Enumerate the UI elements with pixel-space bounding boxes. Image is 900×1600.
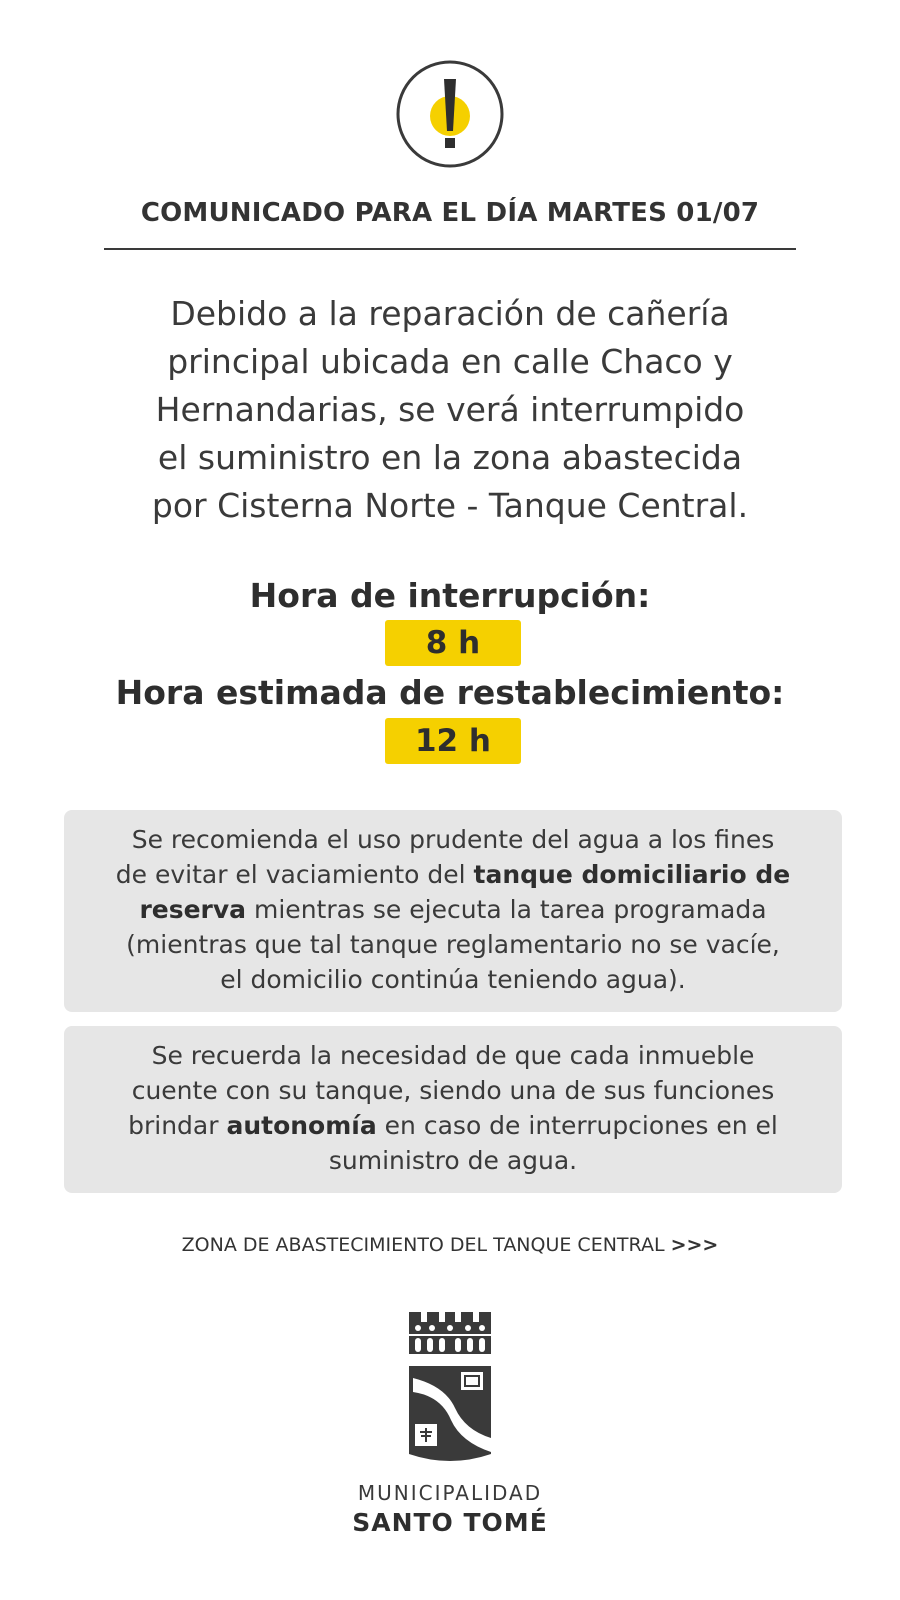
reminder-box xyxy=(64,1026,842,1193)
recommendation-text: mientras se ejecuta la tarea programada xyxy=(246,895,767,924)
interruption-time-badge: 8 h xyxy=(385,620,521,666)
intro-line: principal ubicada en calle Chaco y xyxy=(167,342,733,381)
recommendation-bold: tanque domiciliario de xyxy=(473,860,791,889)
recommendation-line: (mientras que tal tanque reglamentario no se vacíe, xyxy=(126,930,780,959)
municipal-crest-icon xyxy=(405,1312,495,1464)
reminder-bold: autonomía xyxy=(226,1111,377,1140)
exclamation-icon xyxy=(395,59,505,169)
recommendation-line xyxy=(72,857,834,892)
reminder-text: brindar xyxy=(128,1111,227,1140)
reminder-line xyxy=(72,1108,834,1143)
recommendation-box xyxy=(64,810,842,1012)
zone-link[interactable] xyxy=(100,1234,800,1256)
intro-line: por Cisterna Norte - Tanque Central. xyxy=(151,486,749,525)
reminder-line: suministro de agua. xyxy=(328,1146,578,1175)
recommendation-line: el domicilio continúa teniendo agua). xyxy=(220,965,686,994)
intro-line: Debido a la reparación de cañería xyxy=(170,294,730,333)
interruption-label: Hora de interrupción: xyxy=(249,576,651,615)
municipality-name: SANTO TOMÉ xyxy=(352,1508,548,1537)
recommendation-bold: reserva xyxy=(139,895,247,924)
zone-link-text: ZONA DE ABASTECIMIENTO DEL TANQUE CENTRAL xyxy=(181,1234,671,1256)
page-title: COMUNICADO PARA EL DÍA MARTES 01/07 xyxy=(140,198,760,228)
restore-time-badge: 12 h xyxy=(385,718,521,764)
intro-line: Hernandarias, se verá interrumpido xyxy=(155,390,745,429)
restore-label: Hora estimada de restablecimiento: xyxy=(115,673,785,712)
recommendation-line: Se recomienda el uso prudente del agua a los fines xyxy=(131,825,775,854)
recommendation-text: de evitar el vaciamiento del xyxy=(115,860,474,889)
title-underline xyxy=(104,248,796,250)
zone-link-arrows: >>> xyxy=(670,1234,719,1256)
intro-line: el suministro en la zona abastecida xyxy=(157,438,743,477)
reminder-line: Se recuerda la necesidad de que cada inmueble xyxy=(151,1041,755,1070)
intro-paragraph xyxy=(80,290,820,530)
reminder-line: cuente con su tanque, siendo una de sus funciones xyxy=(131,1076,775,1105)
recommendation-line xyxy=(72,892,834,927)
municipality-label: MUNICIPALIDAD xyxy=(357,1481,543,1505)
reminder-text: en caso de interrupciones en el xyxy=(376,1111,778,1140)
